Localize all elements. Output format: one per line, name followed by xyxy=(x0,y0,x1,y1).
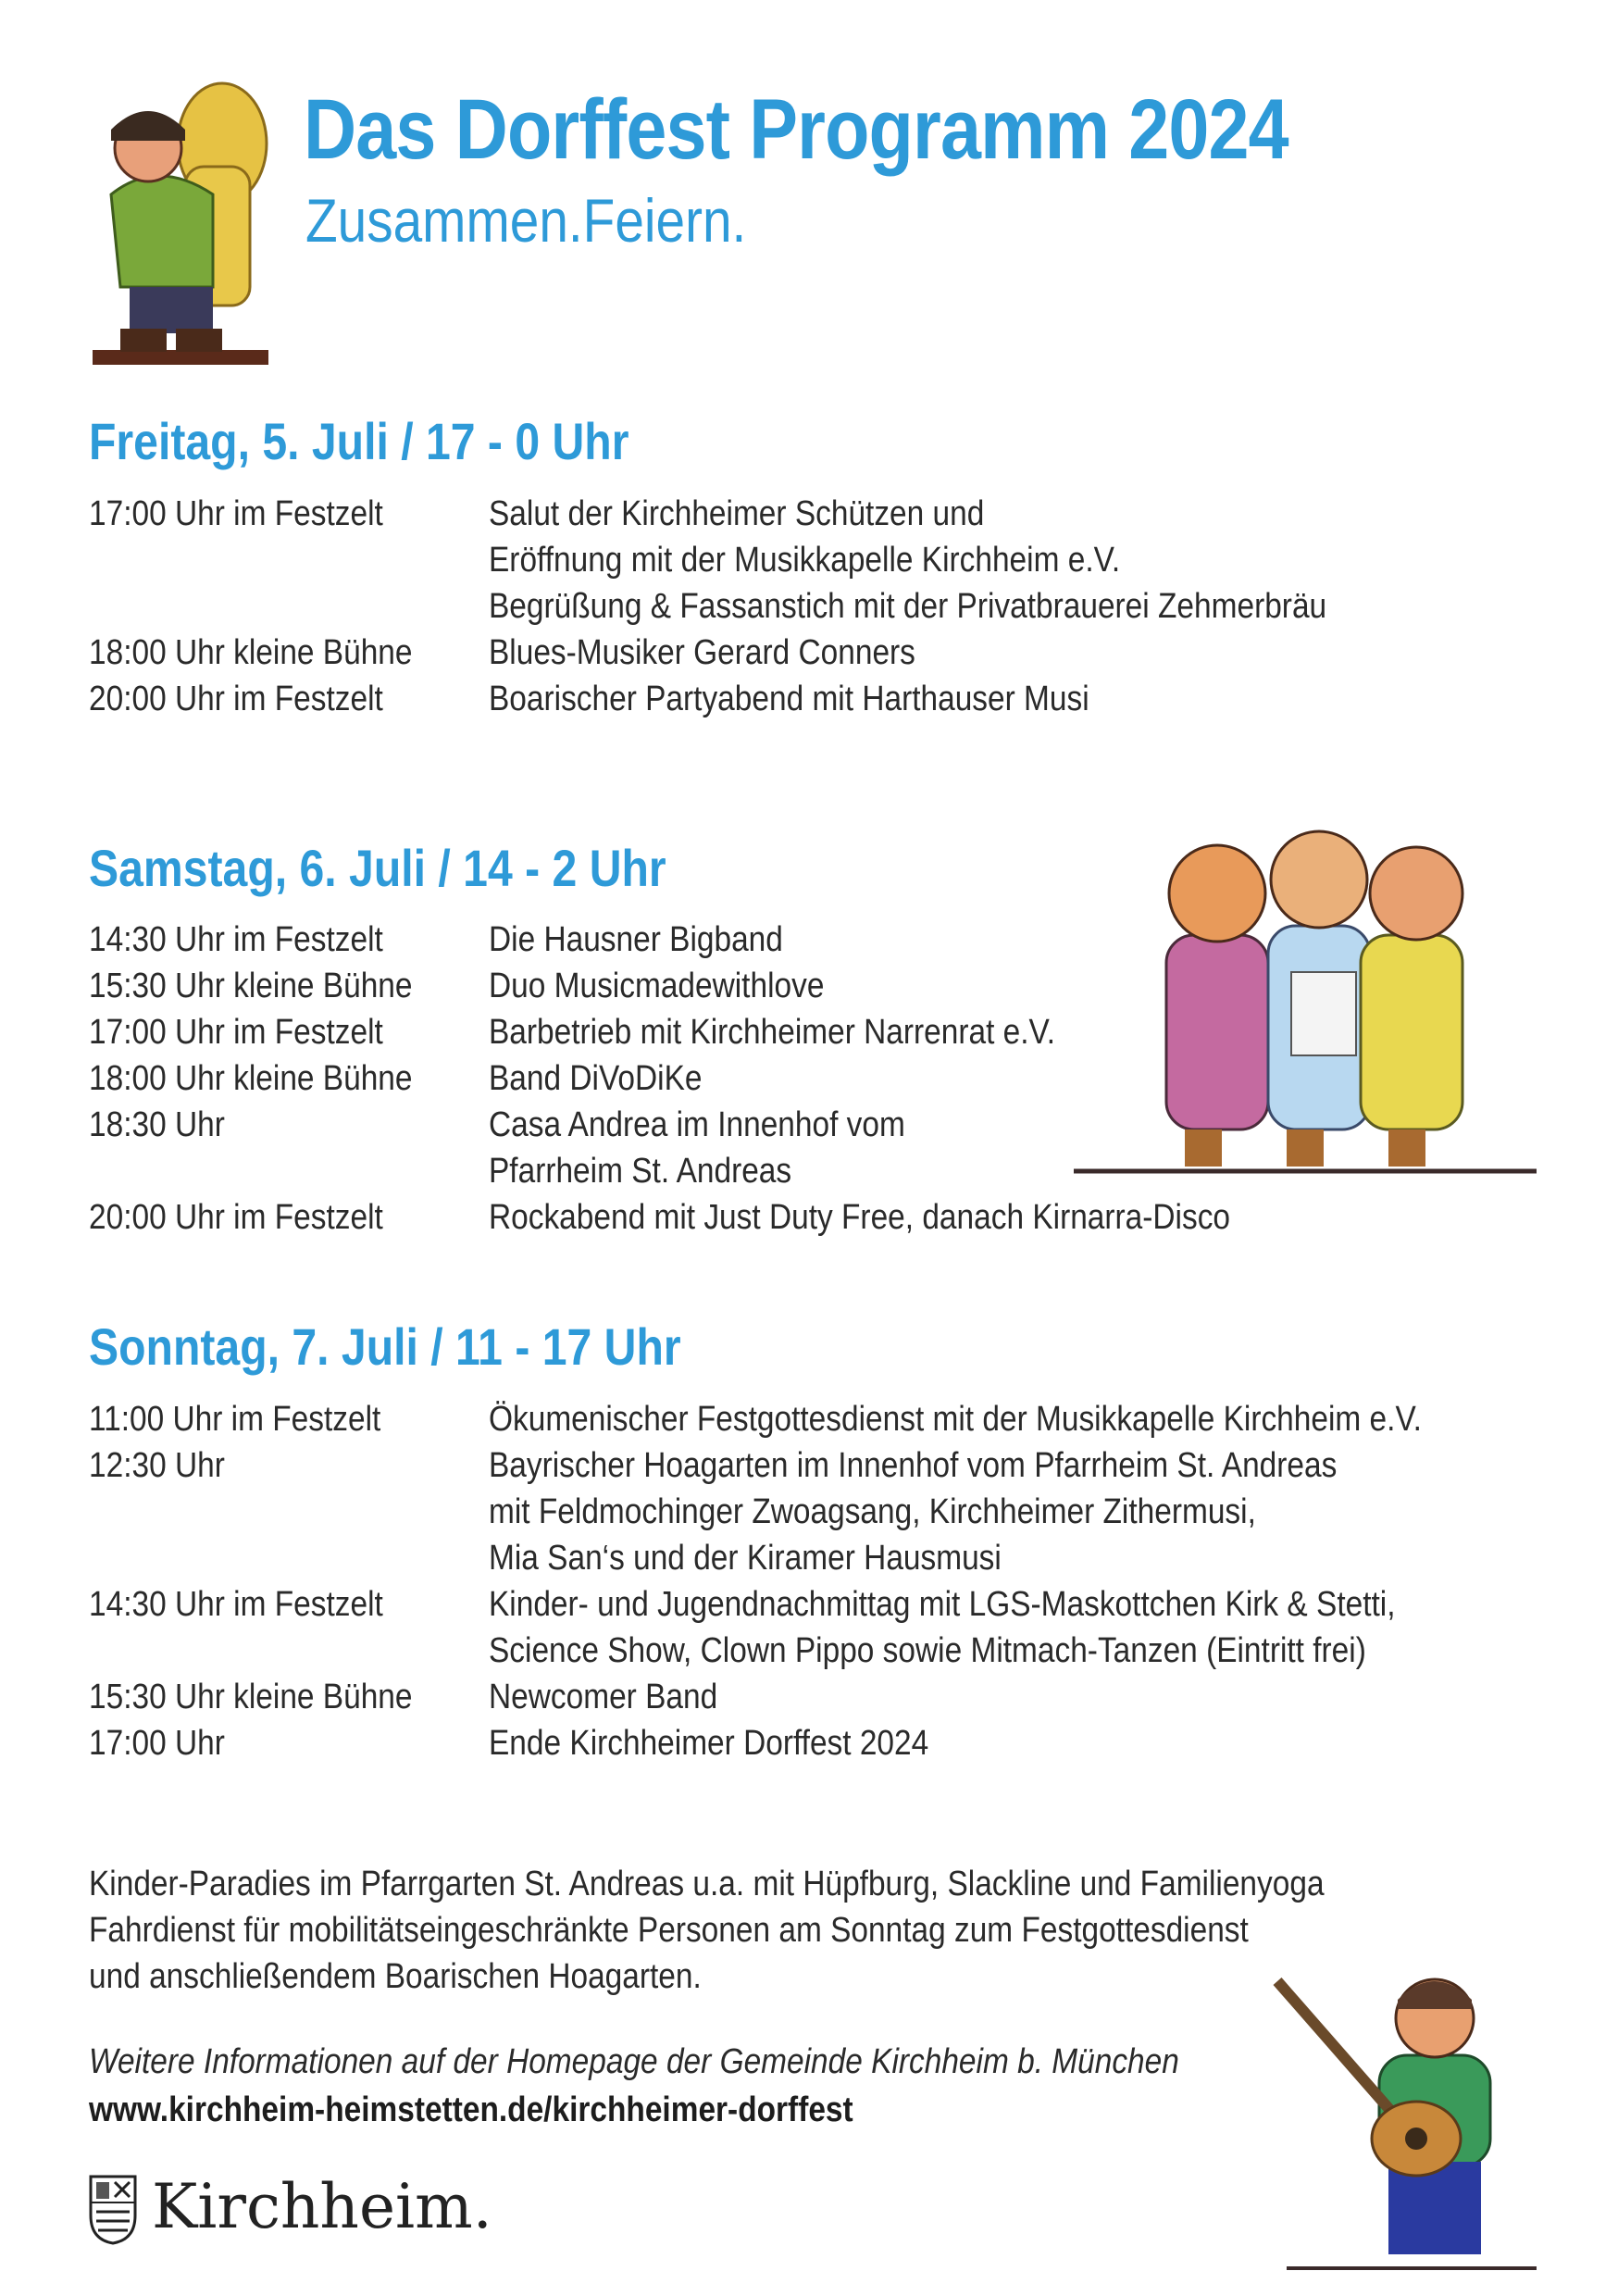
event-description: Newcomer Band xyxy=(489,1678,718,1716)
event-description: Ende Kirchheimer Dorffest 2024 xyxy=(489,1724,929,1763)
event-row xyxy=(89,676,1570,722)
event-row xyxy=(89,1102,1570,1148)
event-time: 17:00 Uhr xyxy=(89,1724,225,1763)
event-row xyxy=(89,1194,1570,1241)
event-description: Die Hausner Bigband xyxy=(489,920,783,959)
event-row-continued xyxy=(89,1148,1570,1194)
event-description: Duo Musicmadewithlove xyxy=(489,967,825,1005)
event-description: Rockabend mit Just Duty Free, danach Kirnarra-Disco xyxy=(489,1198,1231,1237)
event-description: Boarischer Partyabend mit Harthauser Musi xyxy=(489,680,1089,718)
event-row xyxy=(89,963,1570,1009)
event-row-continued xyxy=(89,1628,1570,1674)
page-title: Das Dorffest Programm 2024 xyxy=(304,82,1288,177)
event-description: Casa Andrea im Innenhof vom xyxy=(489,1105,905,1144)
event-time: 17:00 Uhr im Festzelt xyxy=(89,1013,383,1052)
event-row xyxy=(89,1009,1570,1055)
day-heading-sunday: Sonntag, 7. Juli / 11 - 17 Uhr xyxy=(89,1317,681,1376)
event-row-continued xyxy=(89,537,1570,583)
note-line: Fahrdienst für mobilitätseingeschränkte Personen am Sonntag zum Festgottesdienst xyxy=(89,1911,1249,1950)
event-time: 20:00 Uhr im Festzelt xyxy=(89,1198,383,1237)
logo-wordmark: Kirchheim. xyxy=(152,2171,492,2242)
event-description: Blues-Musiker Gerard Conners xyxy=(489,633,915,672)
event-description: mit Feldmochinger Zwoagsang, Kirchheimer Zithermusi, xyxy=(489,1492,1256,1531)
note-line: und anschließendem Boarischen Hoagarten. xyxy=(89,1957,702,1996)
day-heading-friday: Freitag, 5. Juli / 17 - 0 Uhr xyxy=(89,412,629,470)
event-time: 15:30 Uhr kleine Bühne xyxy=(89,1678,413,1716)
event-time: 20:00 Uhr im Festzelt xyxy=(89,680,383,718)
event-description: Pfarrheim St. Andreas xyxy=(489,1152,792,1191)
event-description: Eröffnung mit der Musikkapelle Kirchheim e.V. xyxy=(489,541,1121,580)
guitar-player-illustration xyxy=(1240,1963,1555,2277)
page-subtitle: Zusammen.Feiern. xyxy=(305,186,747,255)
event-row-continued xyxy=(89,583,1570,630)
kirchheim-logo xyxy=(89,2171,570,2254)
coat-of-arms-icon xyxy=(89,2175,137,2245)
event-time: 18:00 Uhr kleine Bühne xyxy=(89,1059,413,1098)
event-row xyxy=(89,1055,1570,1102)
day-heading-saturday: Samstag, 6. Juli / 14 - 2 Uhr xyxy=(89,839,666,897)
event-row-continued xyxy=(89,1489,1570,1535)
event-description: Kinder- und Jugendnachmittag mit LGS-Maskottchen Kirk & Stetti, xyxy=(489,1585,1396,1624)
event-time: 14:30 Uhr im Festzelt xyxy=(89,920,383,959)
event-description: Ökumenischer Festgottesdienst mit der Musikkapelle Kirchheim e.V. xyxy=(489,1400,1422,1439)
event-row xyxy=(89,1720,1570,1766)
tuba-player-illustration xyxy=(74,56,278,370)
event-description: Barbetrieb mit Kirchheimer Narrenrat e.V. xyxy=(489,1013,1056,1052)
event-row xyxy=(89,917,1570,963)
event-row xyxy=(89,1442,1570,1489)
event-description: Science Show, Clown Pippo sowie Mitmach-Tanzen (Eintritt frei) xyxy=(489,1631,1366,1670)
event-row xyxy=(89,491,1570,537)
info-text: Weitere Informationen auf der Homepage der Gemeinde Kirchheim b. München xyxy=(89,2042,1179,2081)
event-time: 11:00 Uhr im Festzelt xyxy=(89,1400,381,1439)
event-time: 15:30 Uhr kleine Bühne xyxy=(89,967,413,1005)
event-time: 12:30 Uhr xyxy=(89,1446,225,1485)
event-row xyxy=(89,630,1570,676)
event-description: Bayrischer Hoagarten im Innenhof vom Pfarrheim St. Andreas xyxy=(489,1446,1338,1485)
event-description: Salut der Kirchheimer Schützen und xyxy=(489,494,985,533)
event-description: Mia San‘s und der Kiramer Hausmusi xyxy=(489,1539,1002,1578)
website-link[interactable]: www.kirchheim-heimstetten.de/kirchheimer-dorffest xyxy=(89,2090,853,2129)
event-row xyxy=(89,1674,1570,1720)
event-description: Band DiVoDiKe xyxy=(489,1059,703,1098)
event-description: Begrüßung & Fassanstich mit der Privatbrauerei Zehmerbräu xyxy=(489,587,1327,626)
note-line: Kinder-Paradies im Pfarrgarten St. Andreas u.a. mit Hüpfburg, Slackline und Familienyoga xyxy=(89,1865,1325,1903)
event-time: 14:30 Uhr im Festzelt xyxy=(89,1585,383,1624)
event-row xyxy=(89,1396,1570,1442)
event-time: 18:30 Uhr xyxy=(89,1105,225,1144)
event-row xyxy=(89,1581,1570,1628)
event-time: 17:00 Uhr im Festzelt xyxy=(89,494,383,533)
event-row-continued xyxy=(89,1535,1570,1581)
event-time: 18:00 Uhr kleine Bühne xyxy=(89,633,413,672)
